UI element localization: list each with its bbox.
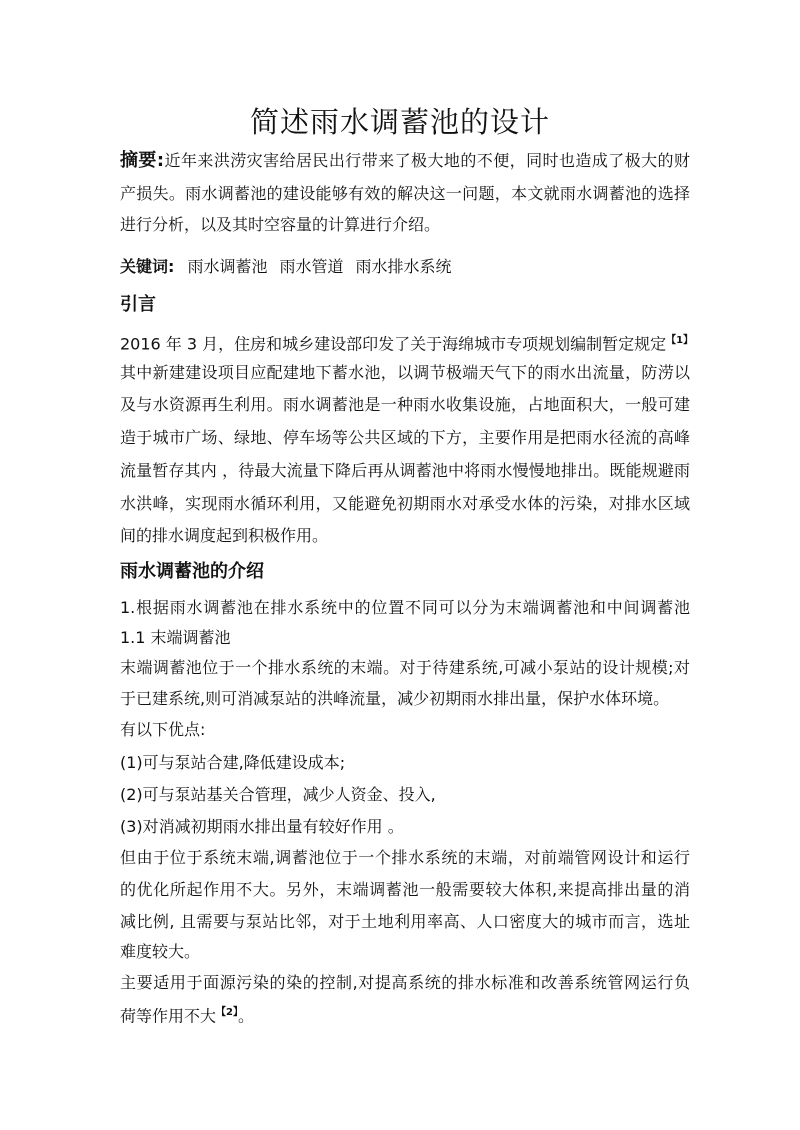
para2-line-3: 减比例, 且需要与泵站比邻，对于土地利用率高、人口密度大的城市而言，选址 xyxy=(120,912,690,931)
para2-line-4: 难度较大。 xyxy=(120,942,201,961)
para2-line-2: 的优化所起作用不大。另外，末端调蓄池一般需要较大体积,来提高排出量的消 xyxy=(120,880,690,899)
citation-ref-2: 【2】 xyxy=(216,1007,238,1018)
abstract-text-1: 近年来洪涝灾害给居民出行带来了极大地的不便，同时也造成了极大的财 xyxy=(164,151,690,170)
para3-line-2 xyxy=(120,1002,690,1027)
intro-line-6: 水洪峰，实现雨水循环利用，又能避免初期雨水对承受水体的污染，对排水区域 xyxy=(120,494,690,513)
para1-line-2: 于已建系统,则可消减泵站的洪峰流量，减少初期雨水排出量，保护水体环境。 xyxy=(120,689,670,708)
keywords-line xyxy=(120,256,690,278)
keywords-label: 关键词 xyxy=(120,257,169,276)
intro-line-4: 造于城市广场、绿地、停车场等公共区域的下方，主要作用是把雨水径流的高峰 xyxy=(120,428,690,447)
subsection-title: 1.1 末端调蓄池 xyxy=(120,628,231,647)
document-title: 简述雨水调蓄池的设计 xyxy=(249,105,550,139)
abstract-line-2: 产损失。雨水调蓄池的建设能够有效的解决这一问题，本文就雨水调蓄池的选择 xyxy=(120,184,690,203)
keyword-item: 雨水排水系统 xyxy=(355,257,452,276)
intro-line-2: 其中新建建设项目应配建地下蓄水池，以调节极端天气下的雨水出流量，防涝以 xyxy=(120,363,690,382)
para1-line-1: 末端调蓄池位于一个排水系统的末端。对于待建系统,可减小泵站的设计规模;对 xyxy=(120,658,690,677)
abstract-colon: : xyxy=(156,150,165,171)
para3-end: 。 xyxy=(237,1006,254,1026)
para1-line-3: 有以下优点: xyxy=(120,720,206,739)
section-heading: 雨水调蓄池的介绍 xyxy=(120,561,264,582)
intro-line-3: 及与水资源再生利用。雨水调蓄池是一种雨水收集设施，占地面积大，一般可建 xyxy=(120,395,690,414)
list-item-3: (3)对消减初期雨水排出量有较好作用 。 xyxy=(120,817,404,836)
abstract-label: 摘要 xyxy=(120,150,157,171)
list-item-2: (2)可与泵站基关合管理，减少人资金、投入, xyxy=(120,785,436,804)
abstract-line-3: 进行分析，以及其时空容量的计算进行介绍。 xyxy=(120,215,441,234)
list-item-1: (1)可与泵站合建,降低建设成本; xyxy=(120,753,346,772)
intro-heading: 引言 xyxy=(120,294,156,315)
para3-text-2: 荷等作用不大 xyxy=(120,1006,217,1026)
abstract-line-1 xyxy=(120,150,690,172)
section-line-1: 1.根据雨水调蓄池在排水系统中的位置不同可以分为末端调蓄池和中间调蓄池 xyxy=(120,598,690,617)
intro-line-1 xyxy=(120,330,694,355)
intro-text-1: 2016 年 3 月，住房和城乡建设部印发了关于海绵城市专项规划编制暂定规定 xyxy=(120,334,667,354)
keyword-item: 雨水管道 xyxy=(279,257,344,276)
intro-line-7: 间的排水调度起到积极作用。 xyxy=(120,526,329,545)
intro-line-5: 流量暂存其内 ，待最大流量下降后再从调蓄池中将雨水慢慢地排出。既能规避雨 xyxy=(120,461,690,480)
keyword-item: 雨水调蓄池 xyxy=(187,257,268,276)
keywords-colon: : xyxy=(168,257,175,276)
para3-line-1: 主要适用于面源污染的染的控制,对提高系统的排水标准和改善系统管网运行负 xyxy=(120,973,690,992)
citation-ref-1: 【1】 xyxy=(666,335,694,346)
para2-line-1: 但由于位于系统末端,调蓄池位于一个排水系统的末端，对前端管网设计和运行 xyxy=(120,848,690,867)
